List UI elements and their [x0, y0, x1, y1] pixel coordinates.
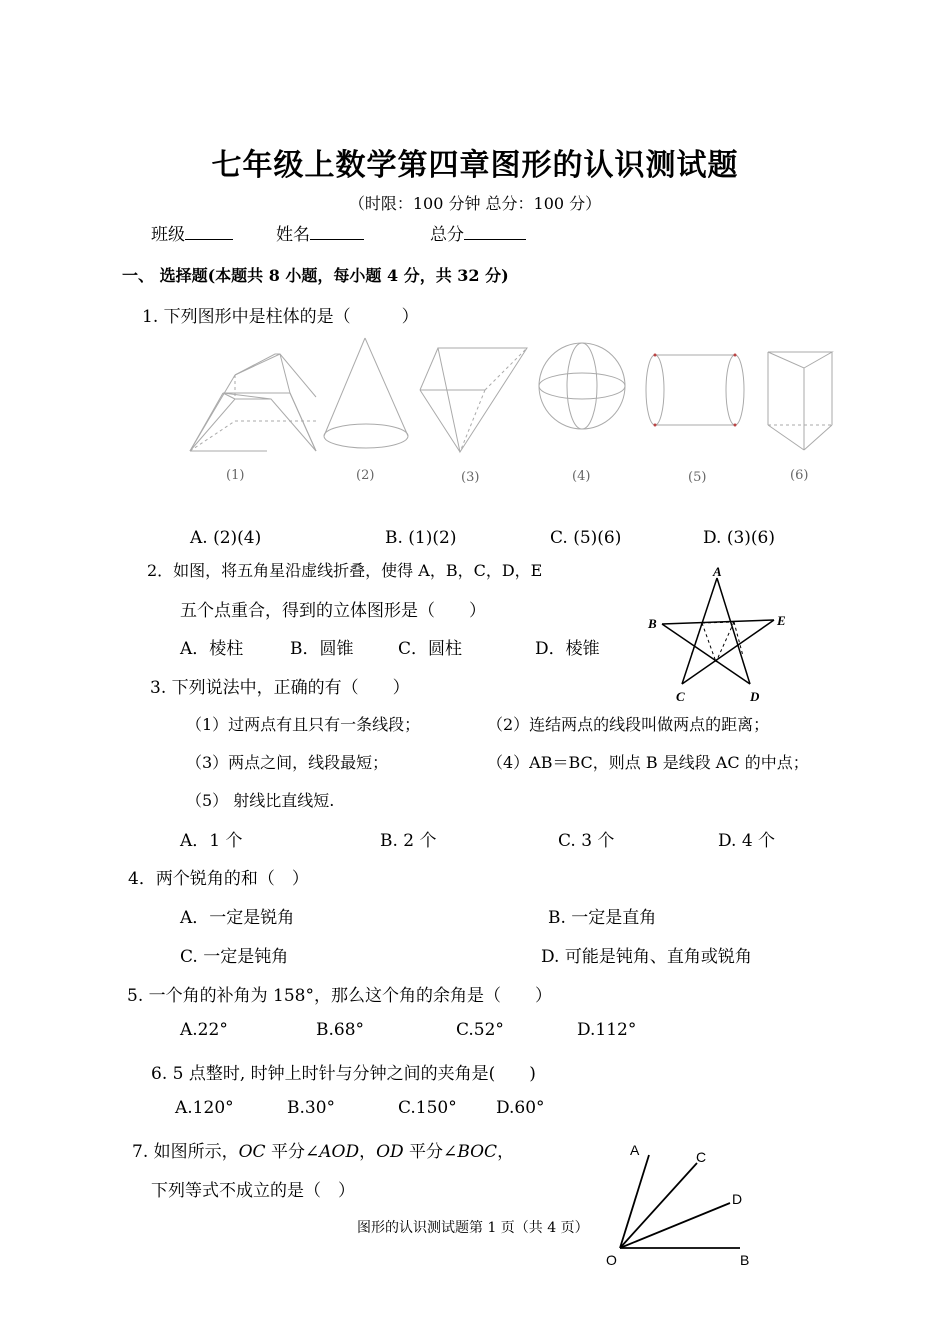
question-7-number: 7. 如图所示， — [132, 1142, 239, 1162]
question-5-option-a[interactable]: A.22° — [180, 1020, 228, 1040]
question-2-option-d[interactable]: D．棱锥 — [535, 639, 600, 659]
question-4-stem: 4．两个锐角的和（ ） — [128, 869, 309, 889]
question-3-option-d[interactable]: D. 4 个 — [718, 831, 776, 851]
star-label-c: C — [676, 689, 685, 704]
cone-shape — [324, 338, 408, 448]
end-comma-text: ， — [497, 1142, 515, 1162]
star-label-a: A — [713, 564, 722, 579]
frustum-shape — [190, 354, 316, 451]
question-2-stem-line2: 五个点重合，得到的立体图形是（ ） — [180, 601, 486, 621]
question-3-option-c[interactable]: C. 3 个 — [558, 831, 615, 851]
question-1-option-c[interactable]: C. (5)(6) — [550, 528, 622, 548]
star-fold-lines — [691, 622, 743, 662]
page-title: 七年级上数学第四章图形的认识测试题 — [211, 148, 739, 183]
comma-text: ， — [359, 1142, 377, 1162]
question-1-option-d[interactable]: D. (3)(6) — [703, 528, 775, 548]
angle-figure — [600, 1135, 770, 1270]
question-3-option-b[interactable]: B. 2 个 — [380, 831, 437, 851]
pyramid-shape — [420, 348, 527, 452]
angle-label-a: A — [630, 1142, 640, 1158]
prism-shape — [768, 352, 832, 450]
class-blank — [185, 223, 233, 240]
figure-label-6: (6) — [790, 468, 809, 483]
sphere-shape — [539, 343, 625, 429]
statement-2: （2）连结两点的线段叫做两点的距离； — [487, 715, 770, 734]
figure-label-4: (4) — [572, 469, 591, 484]
name-label: 姓名 — [276, 225, 310, 245]
question-2-option-b[interactable]: B．圆锥 — [290, 639, 354, 659]
question-6-option-b[interactable]: B.30° — [287, 1098, 336, 1118]
question-2-option-a[interactable]: A．棱柱 — [180, 639, 244, 659]
angle-rays — [620, 1155, 743, 1248]
star-outline — [662, 578, 774, 684]
question-3-stem: 3. 下列说法中，正确的有（ ） — [150, 678, 410, 698]
page-footer: 图形的认识测试题第 1 页（共 4 页） — [357, 1220, 589, 1236]
statement-3: （3）两点之间，线段最短； — [186, 753, 389, 772]
class-label: 班级 — [151, 225, 185, 245]
statement-1: （1）过两点有且只有一条线段； — [186, 715, 421, 734]
question-5-stem: 5. 一个角的补角为 158°，那么这个角的余角是（ ） — [127, 986, 552, 1006]
question-2-stem-line1: 2．如图，将五角星沿虚线折叠，使得 A，B，C，D，E — [147, 561, 543, 580]
angle-boc: BOC — [457, 1142, 498, 1162]
question-4-option-b[interactable]: B. 一定是直角 — [548, 908, 657, 928]
question-5-option-c[interactable]: C.52° — [456, 1020, 504, 1040]
class-field — [151, 220, 233, 245]
star-label-e: E — [777, 613, 786, 628]
question-3-option-a[interactable]: A．1 个 — [180, 831, 243, 851]
solids-figure — [180, 330, 845, 495]
figure-label-3: (3) — [461, 470, 480, 485]
question-6-option-a[interactable]: A.120° — [175, 1098, 234, 1118]
name-field — [276, 220, 364, 245]
angle-label-b: B — [740, 1252, 750, 1268]
question-5-option-b[interactable]: B.68° — [316, 1020, 365, 1040]
question-1-option-b[interactable]: B. (1)(2) — [385, 528, 457, 548]
name-blank — [310, 223, 364, 240]
ray-oc: OC — [238, 1142, 266, 1162]
angle-label-c: C — [696, 1149, 707, 1165]
page-subtitle: （时限：100 分钟 总分：100 分） — [348, 194, 602, 213]
figure-label-1: (1) — [226, 468, 245, 483]
question-6-option-c[interactable]: C.150° — [398, 1098, 457, 1118]
question-7-stem-line2: 下列等式不成立的是（ ） — [151, 1181, 355, 1201]
question-6-option-d[interactable]: D.60° — [496, 1098, 545, 1118]
star-figure — [640, 558, 800, 708]
question-4-option-a[interactable]: A．一定是锐角 — [180, 908, 295, 928]
angle-aod: AOD — [319, 1142, 360, 1162]
score-field — [430, 220, 526, 245]
figure-label-2: (2) — [356, 468, 375, 483]
question-2-option-c[interactable]: C．圆柱 — [398, 639, 463, 659]
score-label: 总分 — [430, 225, 464, 245]
question-4-option-c[interactable]: C. 一定是钝角 — [180, 947, 289, 967]
star-label-d: D — [750, 689, 760, 704]
question-1-option-a[interactable]: A. (2)(4) — [190, 528, 262, 548]
question-7-stem-line1 — [132, 1137, 514, 1162]
question-1-stem: 1. 下列图形中是柱体的是（ ） — [142, 307, 419, 327]
angle-label-o: O — [606, 1252, 617, 1268]
statement-4: （4）AB＝BC，则点 B 是线段 AC 的中点； — [487, 753, 809, 772]
bisects-text-1: 平分∠ — [265, 1142, 320, 1162]
section-heading: 一、 选择题(本题共 8 小题，每小题 4 分，共 32 分) — [122, 266, 509, 285]
bisects-text-2: 平分∠ — [403, 1142, 458, 1162]
statement-5: （5） 射线比直线短. — [186, 791, 335, 810]
score-blank — [464, 223, 526, 240]
figure-label-5: (5) — [688, 470, 707, 485]
star-label-b: B — [648, 616, 657, 631]
question-4-option-d[interactable]: D. 可能是钝角、直角或锐角 — [541, 947, 752, 967]
angle-label-d: D — [732, 1191, 743, 1207]
question-5-option-d[interactable]: D.112° — [577, 1020, 637, 1040]
ray-od: OD — [376, 1142, 404, 1162]
question-6-stem: 6. 5 点整时, 时钟上时针与分钟之间的夹角是( ) — [151, 1064, 536, 1084]
cylinder-shape — [646, 354, 744, 427]
